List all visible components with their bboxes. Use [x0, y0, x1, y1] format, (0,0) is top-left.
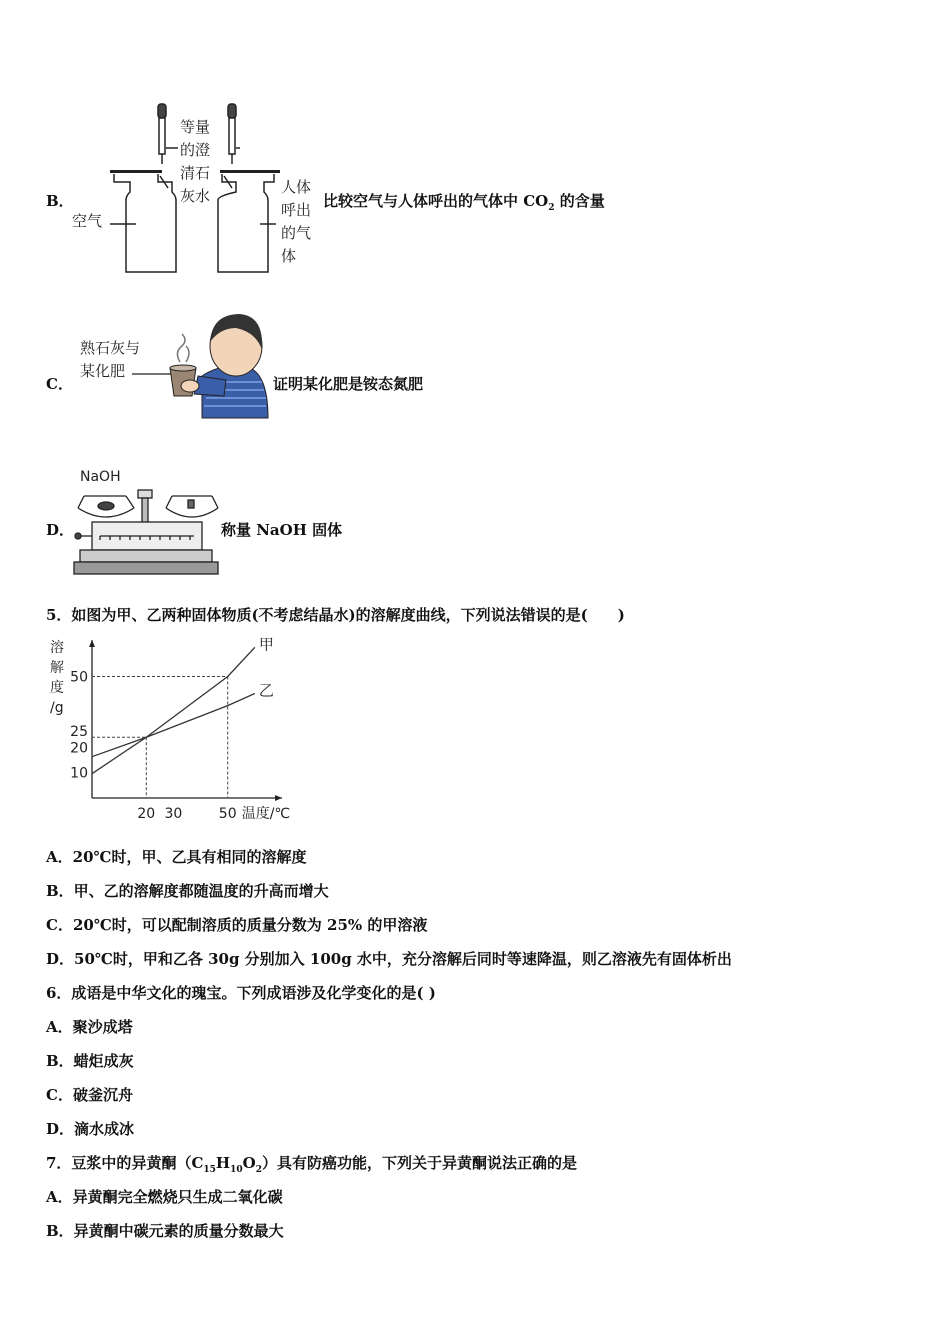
series-label-乙: 乙 [258, 681, 274, 700]
q5-option-d[interactable]: D．50℃时，甲和乙各 30g 分别加入 100g 水中，充分溶解后同时等速降温，则乙溶液先有固体析出 [46, 950, 732, 968]
option-c-letter: C． [46, 375, 73, 393]
series-line-乙 [92, 693, 255, 756]
series-line-甲 [92, 647, 255, 773]
naoh-label: NaOH [80, 469, 121, 485]
q6-option-c[interactable]: C．破釜沉舟 [46, 1086, 133, 1104]
q6-option-b[interactable]: B．蜡炬成灰 [46, 1052, 134, 1070]
chart-guides [92, 676, 228, 798]
option-b-caption: 比较空气与人体呼出的气体中 $CO_2$ 的含量 [323, 192, 605, 213]
fertilizer-label: 熟石灰与 某化肥 [80, 339, 141, 380]
y-tick-label: 50 [70, 669, 88, 686]
solubility-chart [44, 634, 294, 830]
chart-series [92, 635, 274, 773]
x-tick-label: 30 [164, 806, 183, 822]
q5-option-b[interactable]: B．甲、乙的溶解度都随温度的升高而增大 [46, 882, 329, 900]
option-d-caption: 称量 NaOH 固体 [221, 521, 343, 539]
q6-stem: 6．成语是中华文化的瑰宝。下列成语涉及化学变化的是( ) [46, 984, 436, 1002]
y-tick-label: 20 [70, 740, 88, 757]
q5-option-a[interactable]: A．20℃时，甲、乙具有相同的溶解度 [46, 848, 307, 866]
chart-ylabel-char: 解 [50, 660, 64, 676]
option-d-letter: D． [46, 521, 75, 539]
air-label: 空气 [72, 212, 103, 230]
chart-ylabel [50, 639, 64, 716]
balance-illustration [70, 486, 220, 578]
q7-option-b[interactable]: B．异黄酮中碳元素的质量分数最大 [46, 1222, 284, 1240]
y-tick-label: 10 [70, 765, 88, 782]
q5-stem: 5．如图为甲、乙两种固体物质(不考虑结晶水)的溶解度曲线，下列说法错误的是( ) [46, 606, 625, 624]
y-tick-label: 25 [70, 724, 88, 741]
chart-ylabel-char: /g [50, 700, 64, 716]
chart-ylabel-char: 溶 [50, 640, 64, 656]
q6-option-a[interactable]: A．聚沙成塔 [46, 1018, 133, 1036]
exhaled-gas-label: 人体 呼出 的气 体 [281, 178, 312, 265]
chart-x-ticks [137, 806, 236, 822]
option-c-caption: 证明某化肥是铵态氮肥 [273, 375, 424, 393]
student-smelling-illustration [132, 306, 272, 422]
x-tick-label: 50 [218, 806, 237, 822]
q5-option-c[interactable]: C．20℃时，可以配制溶质的质量分数为 25% 的甲溶液 [46, 916, 428, 934]
option-b-letter: B． [46, 192, 74, 210]
series-label-甲: 甲 [258, 635, 274, 654]
chart-xlabel: 温度/℃ [241, 806, 291, 822]
q6-option-d[interactable]: D．滴水成冰 [46, 1120, 135, 1138]
chart-axes [89, 640, 282, 801]
q7-option-a[interactable]: A．异黄酮完全燃烧只生成二氧化碳 [46, 1188, 283, 1206]
limewater-label: 等量 的澄 清石 灰水 [180, 118, 211, 205]
chart-y-ticks [70, 669, 88, 781]
chart-ylabel-char: 度 [50, 680, 64, 696]
x-tick-label: 20 [137, 806, 156, 822]
q7-stem: 7．豆浆中的异黄酮$(C_{15}H_{10}O_2)$具有防癌功能，下列关于异黄酮说法正确的是 [46, 1154, 577, 1175]
